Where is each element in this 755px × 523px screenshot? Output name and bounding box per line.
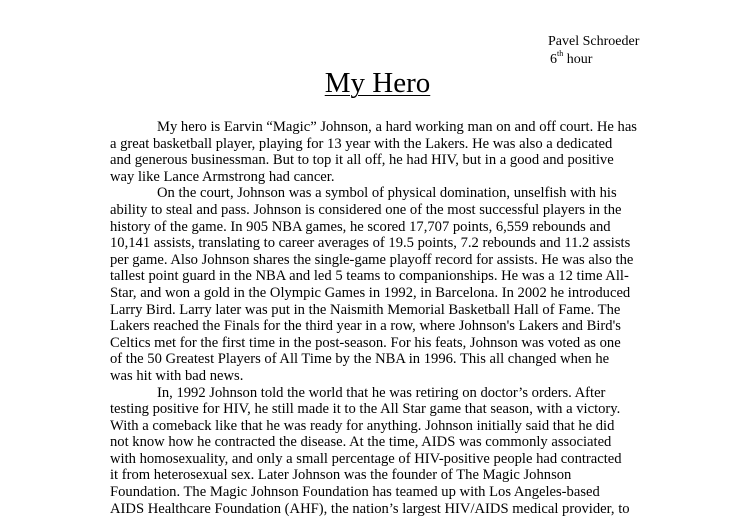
essay-line: With a comeback like that he was ready for anything. Johnson initially said that he did [110,417,615,434]
essay-body [110,119,655,517]
hour-suffix: th [557,49,564,59]
essay-line: ability to steal and pass. Johnson is considered one of the most successful players in the [110,201,622,218]
page-title: My Hero [324,67,431,99]
essay-line: testing positive for HIV, he still made it to the All Star game that season, with a victory. [110,401,621,418]
essay-line: In, 1992 Johnson told the world that he was retiring on doctor’s orders. After [157,384,606,401]
essay-line: Foundation. The Magic Johnson Foundation has teamed up with Los Angeles-based [110,484,600,501]
essay-line: My hero is Earvin “Magic” Johnson, a hard working man on and off court. He has [157,119,637,135]
essay-line: Lakers reached the Finals for the third year in a row, where Johnson's Lakers and Bird's [110,318,621,335]
essay-line: and generous businessman. But to top it all off, he had HIV, but in a good and positive [110,152,614,169]
essay-line: per game. Also Johnson shares the single-game playoff record for assists. He was also the [110,251,634,268]
essay-line: Celtics met for the first time in the post-season. For his feats, Johnson was voted as one [110,334,621,351]
essay-line: 10,141 assists, translating to career averages of 19.5 points, 7.2 rebounds and 11.2 assists [110,235,631,252]
essay-line: with homosexuality, and only a small percentage of HIV-positive people had contracted [110,450,622,467]
author-header [548,33,639,69]
essay-line: of the 50 Greatest Players of All Time by the NBA in 1996. This all changed when he [110,351,610,368]
essay-line: Star, and won a gold in the Olympic Games in 1992, in Barcelona. In 2002 he introduced [110,284,631,301]
essay-line: AIDS Healthcare Foundation (AHF), the nation’s largest HIV/AIDS medical provider, to [110,500,630,517]
essay-line: way like Lance Armstrong had cancer. [110,168,335,185]
essay-line: a great basketball player, playing for 13 year with the Lakers. He was also a dedicated [110,135,613,152]
essay-line: Larry Bird. Larry later was put in the Naismith Memorial Basketball Hall of Fame. The [110,301,621,318]
essay-line: was hit with bad news. [110,367,244,384]
essay-line: On the court, Johnson was a symbol of physical domination, unselfish with his [157,185,617,202]
essay-line: not know how he contracted the disease. At the time, AIDS was commonly associated [110,434,612,451]
essay-line: history of the game. In 905 NBA games, he scored 17,707 points, 6,559 rebounds and [110,218,611,235]
hour-word: hour [566,52,593,67]
essay-line: tallest point guard in the NBA and led 5 teams to companionships. He was a 12 time All- [110,268,629,285]
essay-line: it from heterosexual sex. Later Johnson was the founder of The Magic Johnson [110,467,572,484]
hour-number: 6 [550,52,557,67]
author-name: Pavel Schroeder [548,34,640,49]
